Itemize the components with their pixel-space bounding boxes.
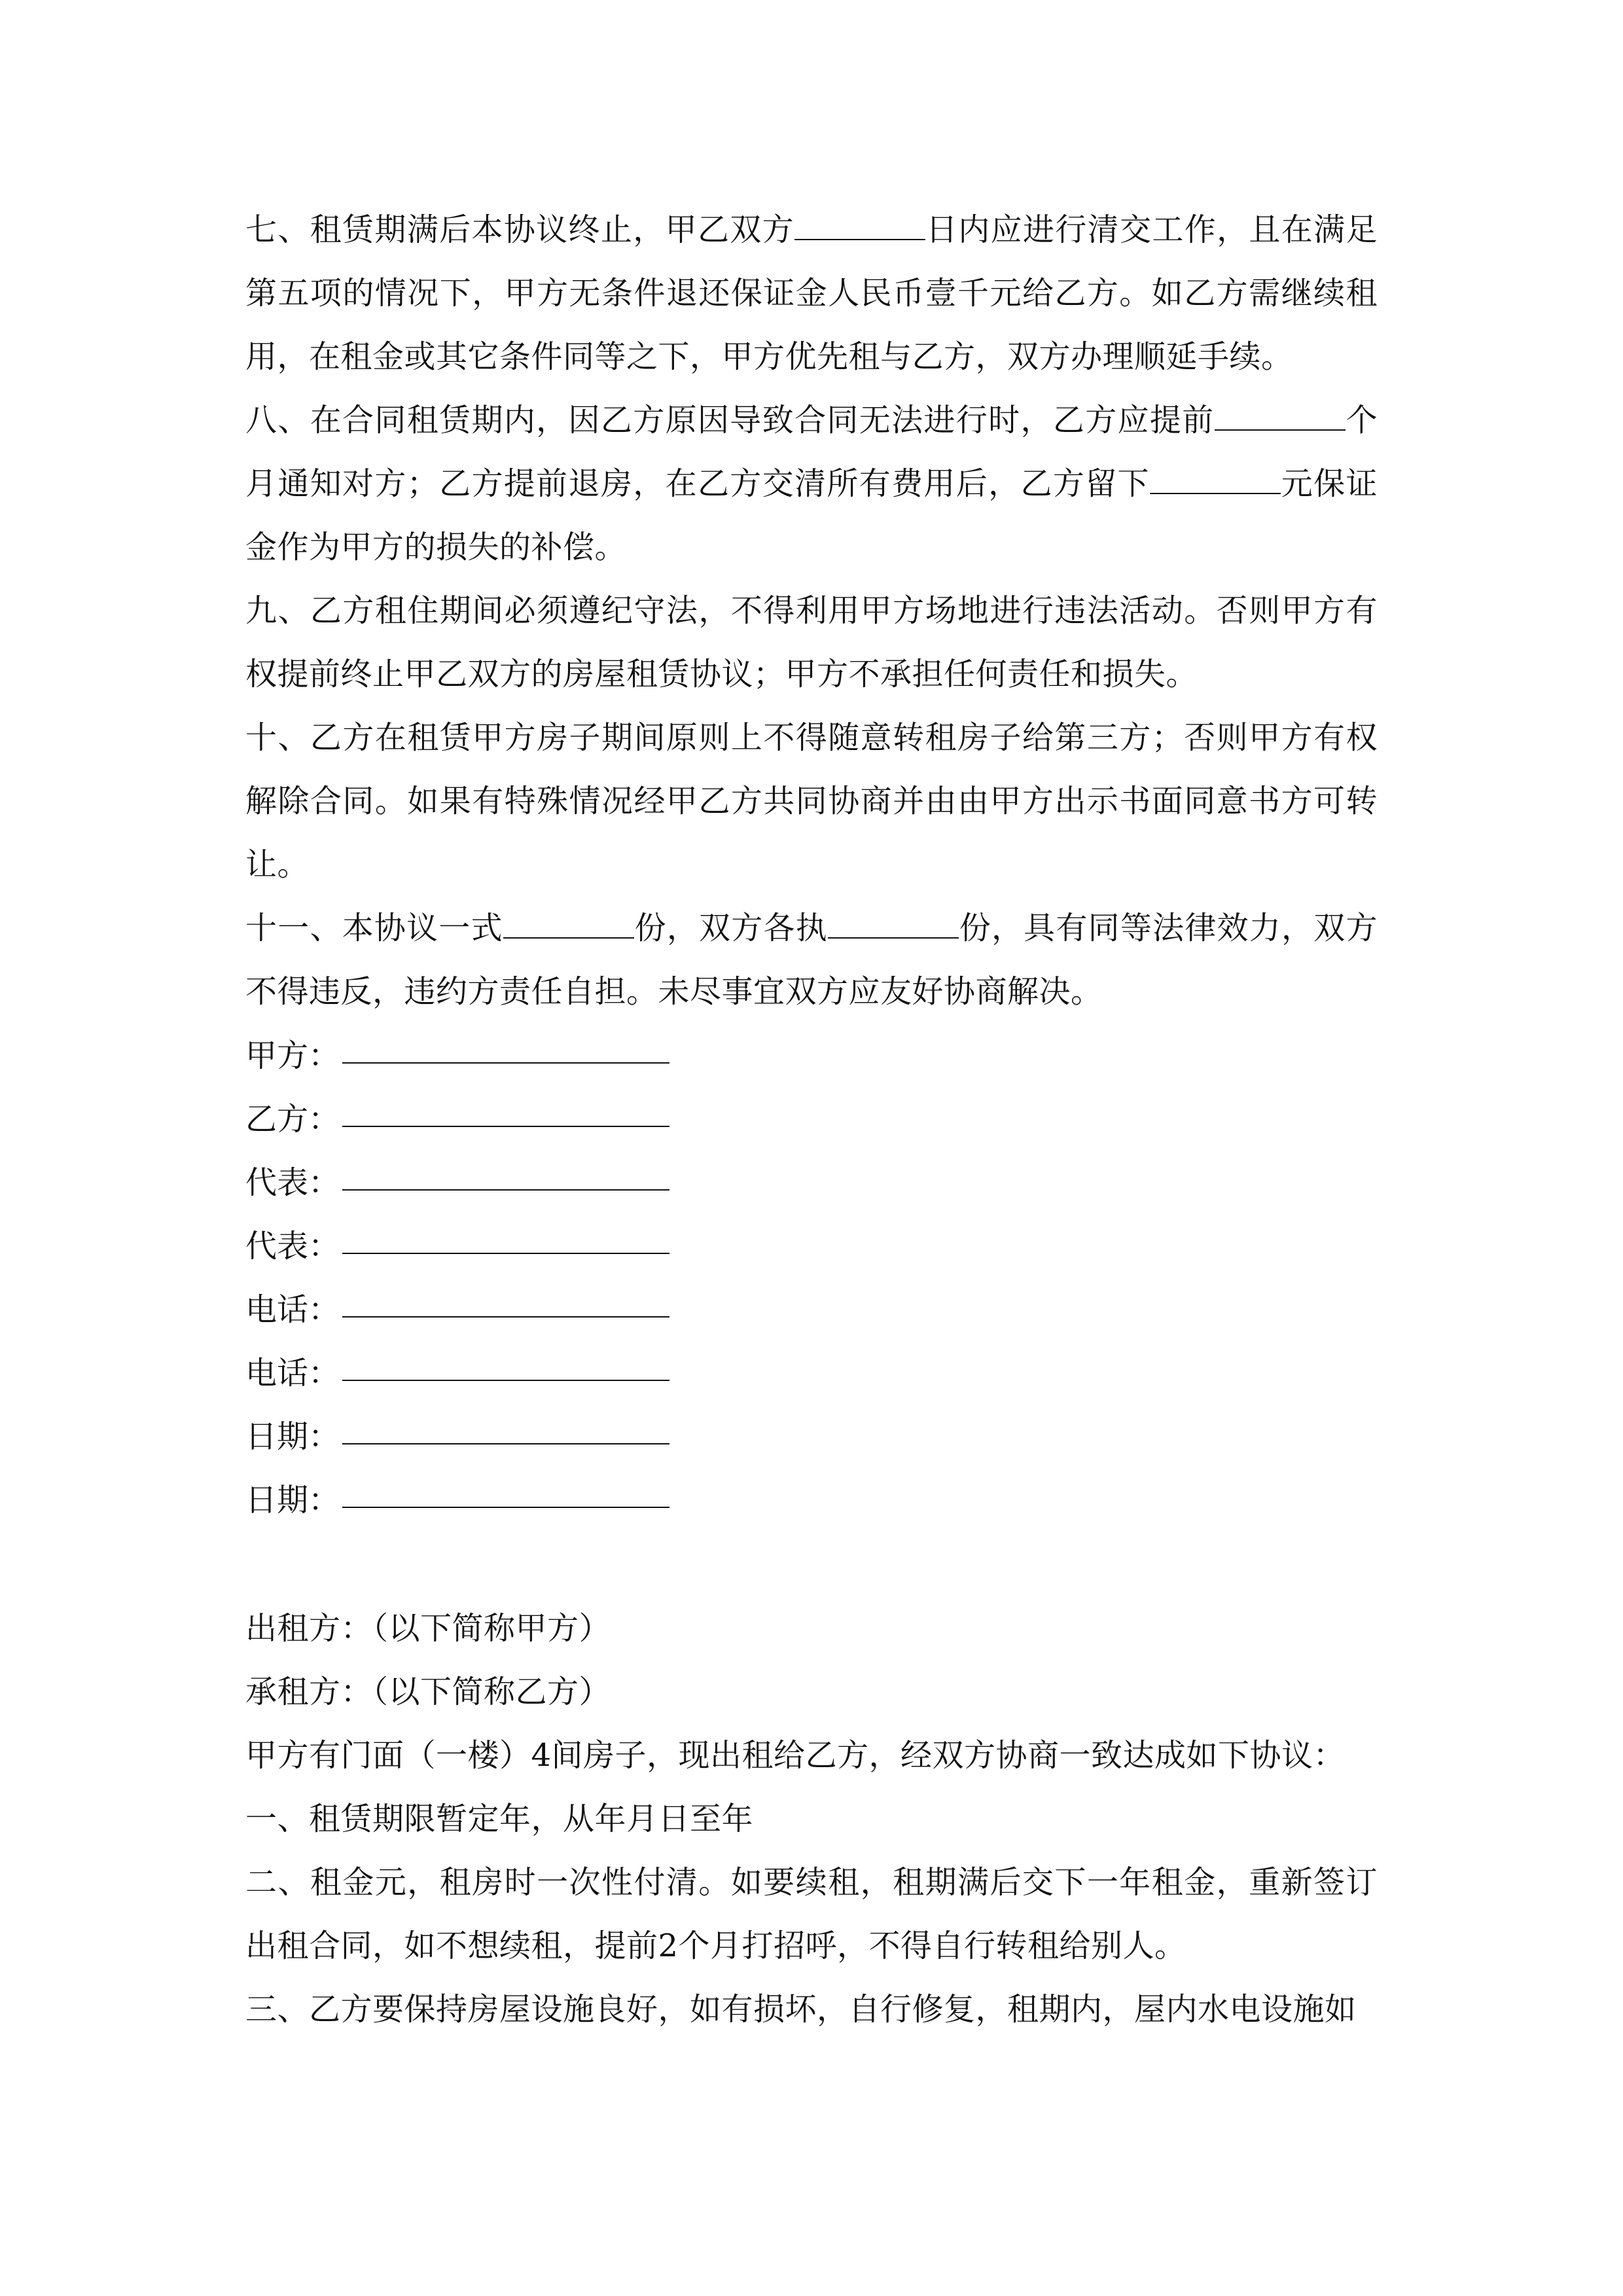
signature-label: 乙方： <box>245 1101 340 1138</box>
signature-label: 电话： <box>245 1291 340 1328</box>
lessee-line: 承租方：（以下简称乙方） <box>245 1674 611 1710</box>
signature-label: 代表： <box>245 1228 340 1265</box>
signature-label: 代表： <box>245 1164 340 1201</box>
signature-field[interactable] <box>342 1215 669 1254</box>
signature-label: 甲方： <box>245 1037 340 1074</box>
blank-days[interactable] <box>794 213 925 240</box>
blank-months[interactable] <box>1215 403 1346 431</box>
clause-1: 一、租赁期限暂定年，从年月日至年 <box>245 1801 754 1837</box>
signature-field[interactable] <box>342 1024 669 1064</box>
clause-text: 份，具有同等法律效力，双方不得违反，违约方责任自担。未尽事宜双方应友好协商解决。 <box>245 910 1378 1010</box>
signature-field[interactable] <box>342 1278 669 1318</box>
clause-text: 日内应进行清交工作，且在满足第五项的情况下，甲方无条件退还保证金人民币壹千元给乙方。如乙方需继续租用，在租金或其它条件同等之下，甲方优先租与乙方，双方办理顺延手续。 <box>245 211 1378 375</box>
clause-8 <box>245 389 1378 579</box>
clause-text: 十一、本协议一式 <box>245 910 503 946</box>
signature-row-date-a <box>245 1405 669 1469</box>
intro-line: 甲方有门面（一楼）4间房子，现出租给乙方，经双方协商一致达成如下协议： <box>245 1737 1346 1774</box>
clause-text: 九、乙方租住期间必须遵纪守法，不得利用甲方场地进行违法活动。否则甲方有权提前终止甲乙双方的房屋租赁协议；甲方不承担任何责任和损失。 <box>245 592 1378 692</box>
blank-copies-each[interactable] <box>828 911 959 939</box>
clause-11 <box>245 897 1378 1024</box>
blank-copies-total[interactable] <box>503 911 634 939</box>
signature-row-party-b <box>245 1088 669 1151</box>
signature-label: 日期： <box>245 1482 340 1518</box>
signature-row-phone-b <box>245 1342 669 1405</box>
clause-2: 二、租金元，租房时一次性付清。如要续租，租期满后交下一年租金，重新签订出租合同，如不想续租，提前2个月打招呼，不得自行转租给别人。 <box>245 1864 1378 1964</box>
clause-3: 三、乙方要保持房屋设施良好，如有损坏，自行修复，租期内，屋内水电设施如 <box>245 1991 1357 2028</box>
clause-text: 个月通知对方；乙方提前退房，在乙方交清所有费用后，乙方留下 <box>245 402 1378 502</box>
clause-text: 元保证金作为甲方的损失的补偿。 <box>245 465 1378 565</box>
signature-row-phone-a <box>245 1278 669 1342</box>
clause-text: 份，双方各执 <box>633 910 828 946</box>
signature-field[interactable] <box>342 1469 669 1508</box>
signature-field[interactable] <box>342 1151 669 1191</box>
signature-row-party-a <box>245 1024 669 1088</box>
signature-row-rep-b <box>245 1215 669 1278</box>
blank-deposit[interactable] <box>1150 467 1281 494</box>
signature-field[interactable] <box>342 1088 669 1127</box>
clause-7 <box>245 198 1378 389</box>
signature-label: 电话： <box>245 1355 340 1391</box>
signature-field[interactable] <box>342 1405 669 1444</box>
clause-text: 十、乙方在租赁甲方房子期间原则上不得随意转租房子给第三方；否则甲方有权解除合同。如果有特殊情况经甲乙方共同协商并由由甲方出示书面同意书方可转让。 <box>245 719 1378 883</box>
clause-text: 七、租赁期满后本协议终止，甲乙双方 <box>245 211 795 248</box>
signature-field[interactable] <box>342 1342 669 1381</box>
signature-label: 日期： <box>245 1418 340 1455</box>
clause-10 <box>245 706 1378 897</box>
clause-9 <box>245 579 1378 706</box>
signature-row-rep-a <box>245 1151 669 1215</box>
lessor-line: 出租方：（以下简称甲方） <box>245 1610 611 1647</box>
clause-text: 八、在合同租赁期内，因乙方原因导致合同无法进行时，乙方应提前 <box>245 402 1215 439</box>
signature-row-date-b <box>245 1469 669 1532</box>
